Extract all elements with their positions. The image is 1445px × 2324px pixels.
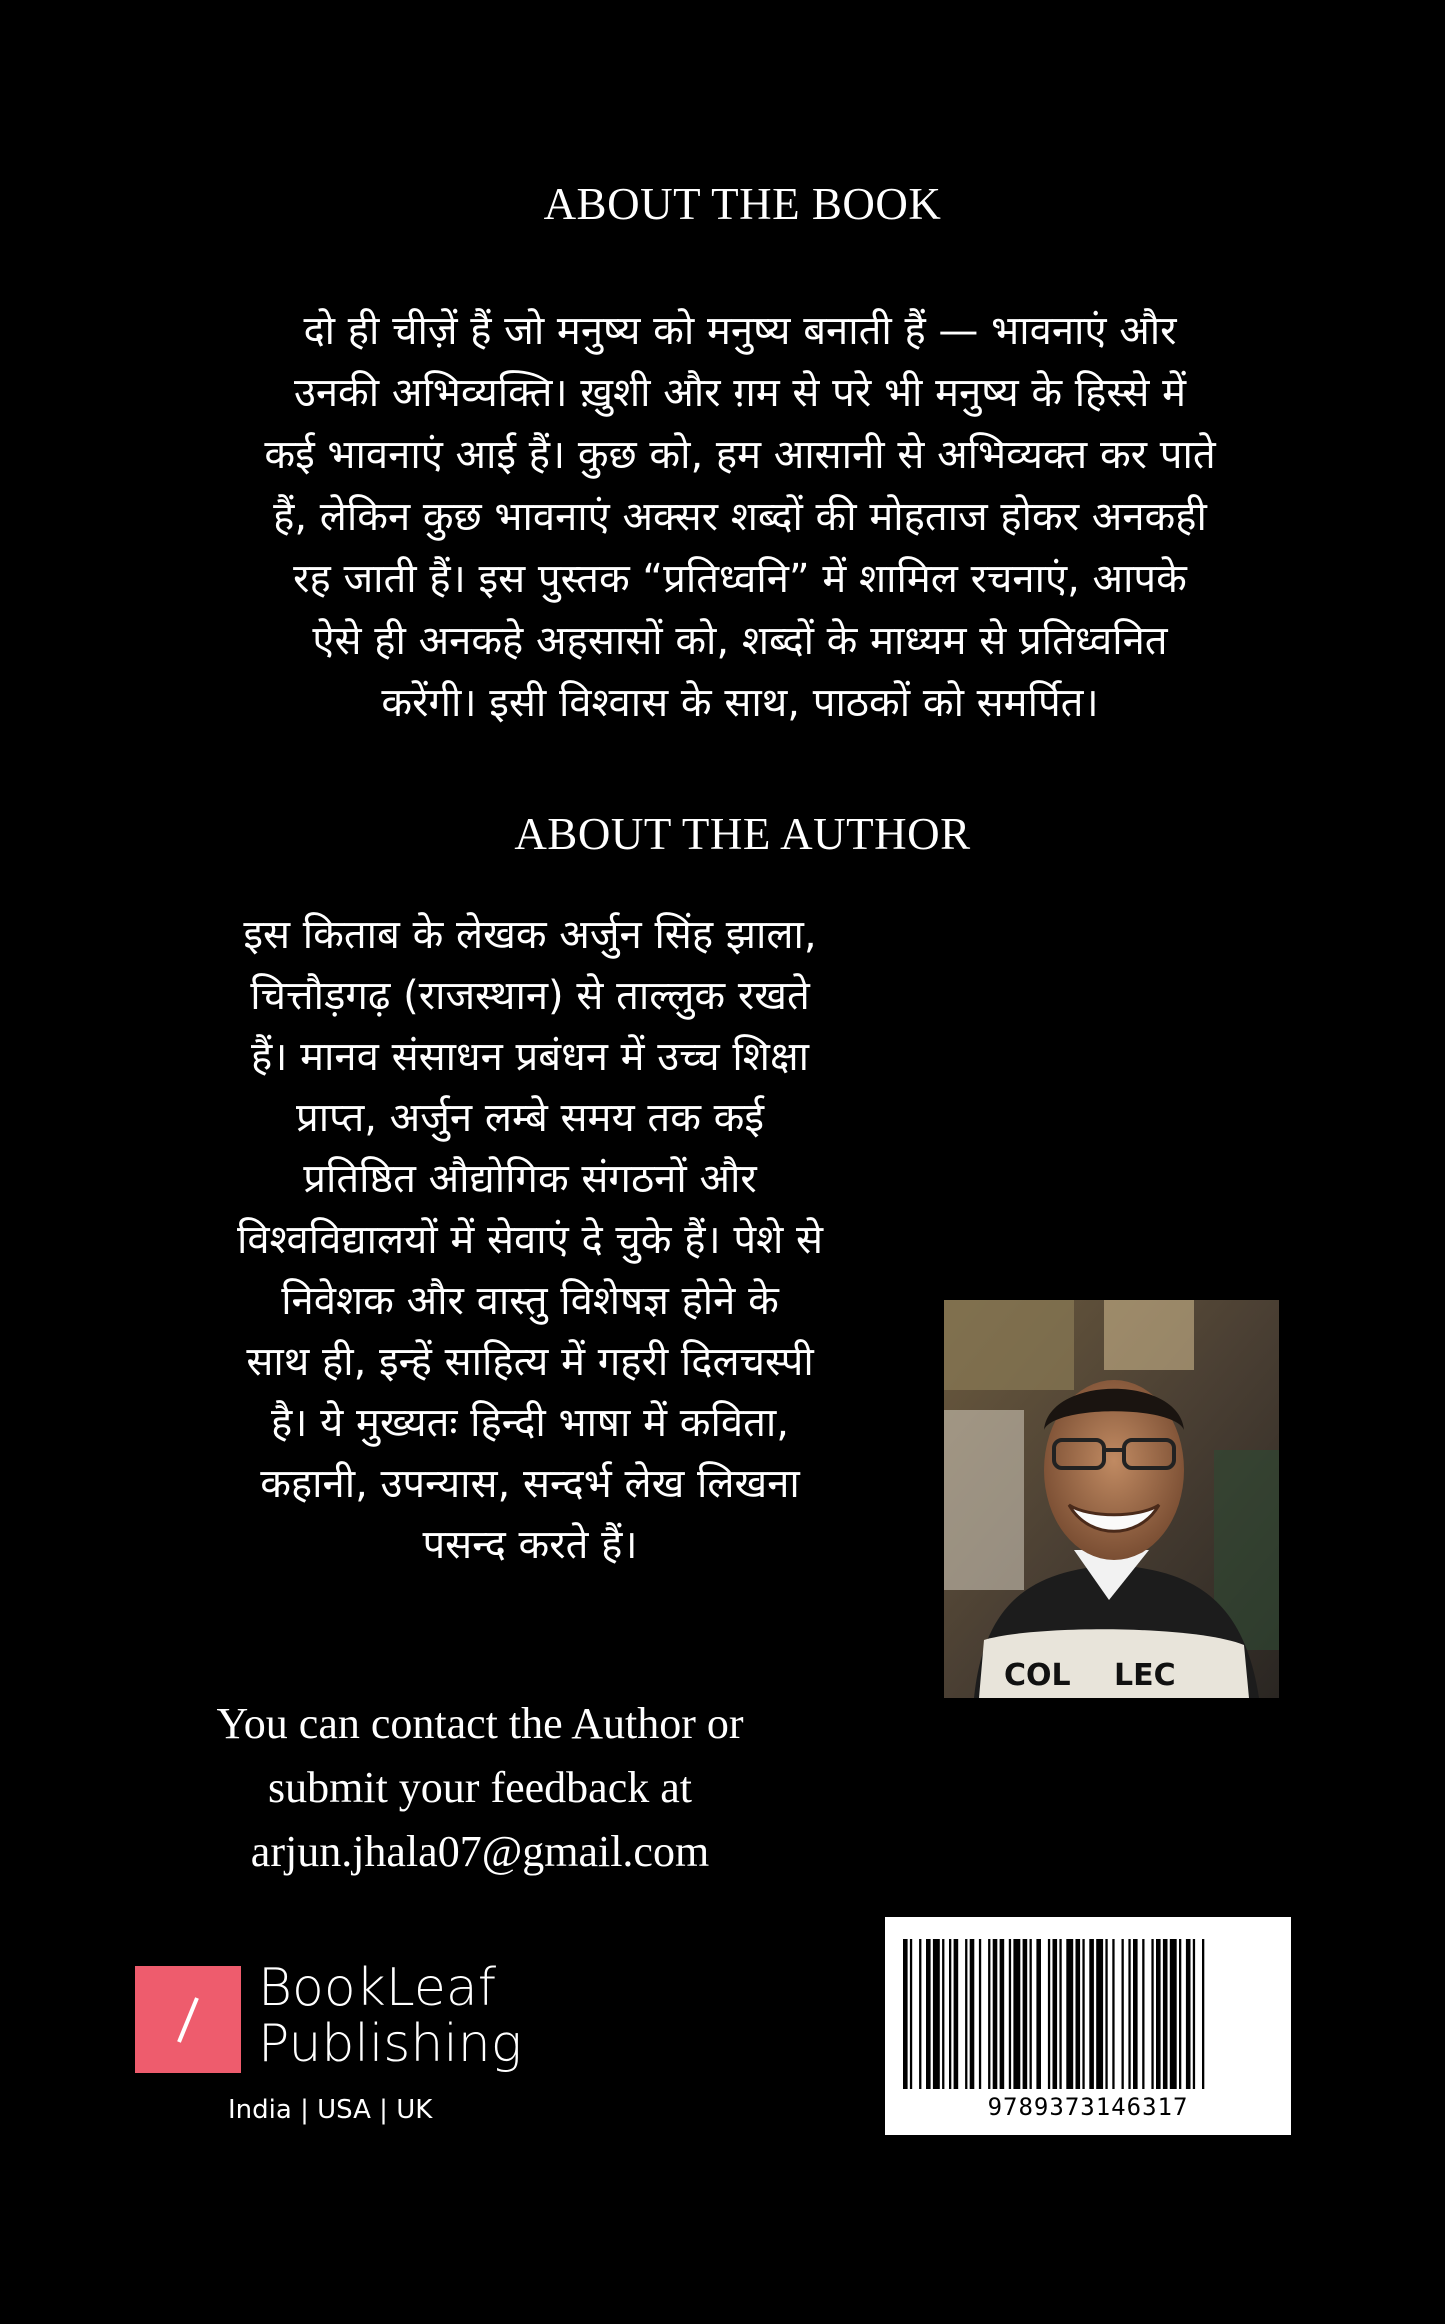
barcode-bar — [970, 1939, 975, 2089]
barcode-bar — [919, 1939, 921, 2089]
about-book-heading: ABOUT THE BOOK — [543, 179, 942, 229]
barcode-bar — [1089, 1939, 1094, 2089]
publisher-name-line-1: BookLeaf — [258, 1958, 497, 2018]
contact-block — [200, 1692, 760, 1884]
book-text-line: रह जाती हैं। इस पुस्तक “प्रतिध्वनि” में शामिल रचनाएं, आपके — [293, 556, 1187, 602]
about-book-text — [150, 300, 1330, 734]
barcode-bar — [993, 1939, 998, 2089]
barcode-bar — [949, 1939, 951, 2089]
about-author-heading: ABOUT THE AUTHOR — [514, 809, 971, 859]
contact-line-2: submit your feedback at — [268, 1763, 692, 1812]
publisher-logo-icon — [135, 1966, 241, 2073]
author-text-line: साथ ही, इन्हें साहित्य में गहरी दिलचस्पी — [246, 1339, 814, 1385]
barcode-bar — [1112, 1939, 1114, 2089]
author-text-line: हैं। मानव संसाधन प्रबंधन में उच्च शिक्षा — [251, 1034, 809, 1080]
barcode-bar — [1128, 1939, 1130, 2089]
author-text-line: है। ये मुख्यतः हिन्दी भाषा में कविता, — [271, 1400, 789, 1446]
author-text-line: इस किताब के लेखक अर्जुन सिंह झाला, — [243, 912, 817, 958]
barcode-bar — [1105, 1939, 1107, 2089]
barcode-bar — [933, 1939, 940, 2089]
author-text-line: चित्तौड़गढ़ (राजस्थान) से ताल्लुक रखते — [250, 973, 810, 1019]
barcode-bar — [1133, 1939, 1138, 2089]
barcode-bar — [1179, 1939, 1181, 2089]
author-text-line: प्रतिष्ठित औद्योगिक संगठनों और — [303, 1156, 757, 1202]
barcode-bar — [1059, 1939, 1061, 2089]
publisher-name — [258, 1960, 522, 2072]
about-author-text — [160, 905, 900, 1576]
barcode-bar — [1053, 1939, 1058, 2089]
book-text-line: करेंगी। इसी विश्वास के साथ, पाठकों को समर्पित। — [381, 680, 1099, 726]
slash-icon — [135, 1966, 241, 2073]
barcode-bar — [1076, 1939, 1081, 2089]
author-photo — [944, 1300, 1279, 1698]
book-text-line: उनकी अभिव्यक्ति। ख़ुशी और ग़म से परे भी मनुष्य के हिस्से में — [293, 370, 1187, 416]
publisher-regions: India | USA | UK — [228, 2095, 433, 2125]
author-text-line: पसन्द करते हैं। — [422, 1522, 638, 1568]
barcode-bar — [1142, 1939, 1144, 2089]
barcode-bar — [1009, 1939, 1011, 2089]
barcode-bar — [1170, 1939, 1177, 2089]
svg-text:LEC: LEC — [1114, 1658, 1176, 1693]
barcode-bar — [965, 1939, 967, 2089]
barcode-bars-icon — [903, 1939, 1273, 2089]
barcode-bar — [954, 1939, 959, 2089]
publisher-name-line-2: Publishing — [258, 2014, 522, 2074]
contact-line-1: You can contact the Author or — [216, 1699, 744, 1748]
barcode-bar — [1013, 1939, 1020, 2089]
barcode-bar — [1193, 1939, 1195, 2089]
barcode-bar — [942, 1939, 944, 2089]
contact-email[interactable]: arjun.jhala07@gmail.com — [250, 1827, 710, 1876]
author-portrait-icon — [944, 1300, 1279, 1698]
book-text-line: दो ही चीज़ें हैं जो मनुष्य को मनुष्य बनाती हैं — भावनाएं और — [303, 308, 1177, 354]
barcode-bar — [1023, 1939, 1028, 2089]
barcode-bar — [903, 1939, 908, 2089]
barcode-bar — [1048, 1939, 1050, 2089]
author-text-line: विश्वविद्यालयों में सेवाएं दे चुके हैं। पेशे से — [236, 1217, 824, 1263]
book-text-line: कई भावनाएं आई हैं। कुछ को, हम आसानी से अभिव्यक्त कर पाते — [264, 432, 1216, 478]
barcode-bar — [910, 1939, 912, 2089]
barcode-bar — [1186, 1939, 1191, 2089]
barcode-bar — [1122, 1939, 1124, 2089]
svg-text:COL: COL — [1004, 1658, 1071, 1693]
barcode-bar — [1082, 1939, 1084, 2089]
barcode-bar — [1000, 1939, 1005, 2089]
barcode-bar — [1066, 1939, 1073, 2089]
barcode-bar — [1096, 1939, 1103, 2089]
isbn-barcode — [885, 1917, 1291, 2135]
barcode-bar — [926, 1939, 931, 2089]
isbn-number: 9789373146317 — [987, 2093, 1189, 2121]
barcode-bar — [979, 1939, 981, 2089]
barcode-bar — [1030, 1939, 1032, 2089]
barcode-bar — [988, 1939, 990, 2089]
barcode-bar — [1202, 1939, 1204, 2089]
barcode-bar — [1163, 1939, 1168, 2089]
book-text-line: ऐसे ही अनकहे अहसासों को, शब्दों के माध्यम से प्रतिध्वनित — [312, 618, 1168, 664]
author-text-line: कहानी, उपन्यास, सन्दर्भ लेख लिखना — [260, 1461, 800, 1507]
barcode-bar — [1151, 1939, 1153, 2089]
author-text-line: निवेशक और वास्तु विशेषज्ञ होने के — [281, 1278, 779, 1324]
barcode-bar — [1156, 1939, 1161, 2089]
author-text-line: प्राप्त, अर्जुन लम्बे समय तक कई — [296, 1095, 764, 1141]
barcode-bar — [1036, 1939, 1041, 2089]
book-text-line: हैं, लेकिन कुछ भावनाएं अक्सर शब्दों की मोहताज होकर अनकही — [273, 494, 1207, 540]
